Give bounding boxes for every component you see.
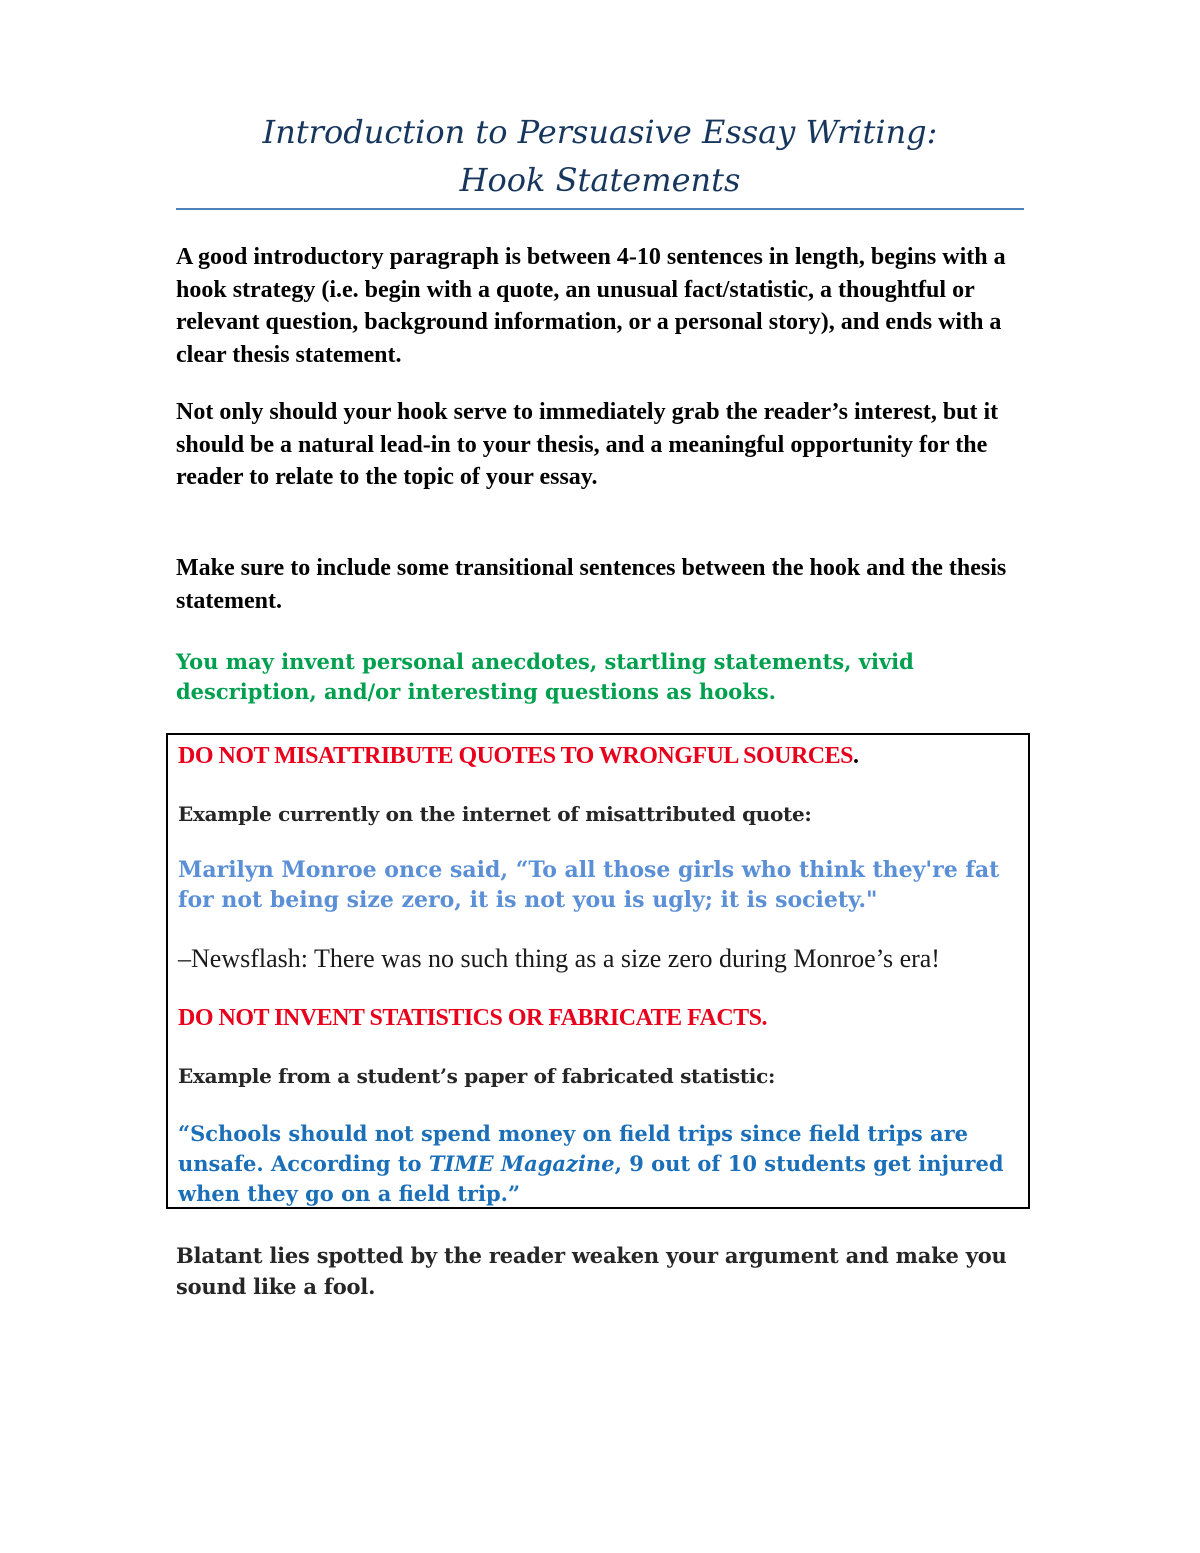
title-line-1: Introduction to Persuasive Essay Writing: [262, 113, 938, 151]
fabricated-quote-end: , 9 out of 10 students get injured when they go on a field trip.” [178, 1151, 1004, 1206]
misattributed-quote: Marilyn Monroe once said, “To all those girls who think they're fat for not being size zero, it is not you is ugly; it is society." [178, 857, 1000, 913]
misattribute-heading-period: . [852, 743, 859, 769]
magazine-title: TIME Magazine [428, 1151, 615, 1176]
invent-hooks-note: You may invent personal anecdotes, startling statements, vivid description, and/or interesting questions as hooks. [176, 649, 914, 704]
fabricate-example-label: Example from a student’s paper of fabricated statistic: [178, 1064, 776, 1088]
transitions-paragraph: Make sure to include some transitional sentences between the hook and the thesis statement. [176, 555, 1007, 614]
title-underline-rule [176, 208, 1024, 210]
fabricated-statistic-quote [178, 1119, 1018, 1209]
misattribute-warning-heading [178, 741, 1018, 771]
hook-purpose-paragraph: Not only should your hook serve to immediately grab the reader’s interest, but it should be a natural lead-in to your thesis, and a meaningful opportunity for the reader to relate to the topic of your essay. [176, 399, 999, 490]
warning-box [166, 733, 1030, 1209]
fabricated-quote-start: “Schools should not spend money on field trips since field trips are unsafe. According to [178, 1121, 969, 1176]
misattribute-example-label: Example currently on the internet of misattributed quote: [178, 802, 812, 826]
misattribute-heading-text: DO NOT MISATTRIBUTE QUOTES TO WRONGFUL SOURCES [178, 743, 853, 769]
fabricate-warning-heading: DO NOT INVENT STATISTICS OR FABRICATE FACTS. [178, 1005, 768, 1031]
intro-paragraph: A good introductory paragraph is between 4-10 sentences in length, begins with a hook strategy (i.e. begin with a quote, an unusual fact/statistic, a thoughtful or relevant question, background information, or a personal story), and ends with a clear thesis statement. [176, 244, 1006, 368]
closing-paragraph: Blatant lies spotted by the reader weaken your argument and make you sound like a fool. [176, 1243, 1007, 1299]
newsflash-note: –Newsflash: There was no such thing as a size zero during Monroe’s era! [178, 944, 940, 973]
title-line-2: Hook Statements [459, 161, 741, 199]
document-title [176, 108, 1024, 204]
